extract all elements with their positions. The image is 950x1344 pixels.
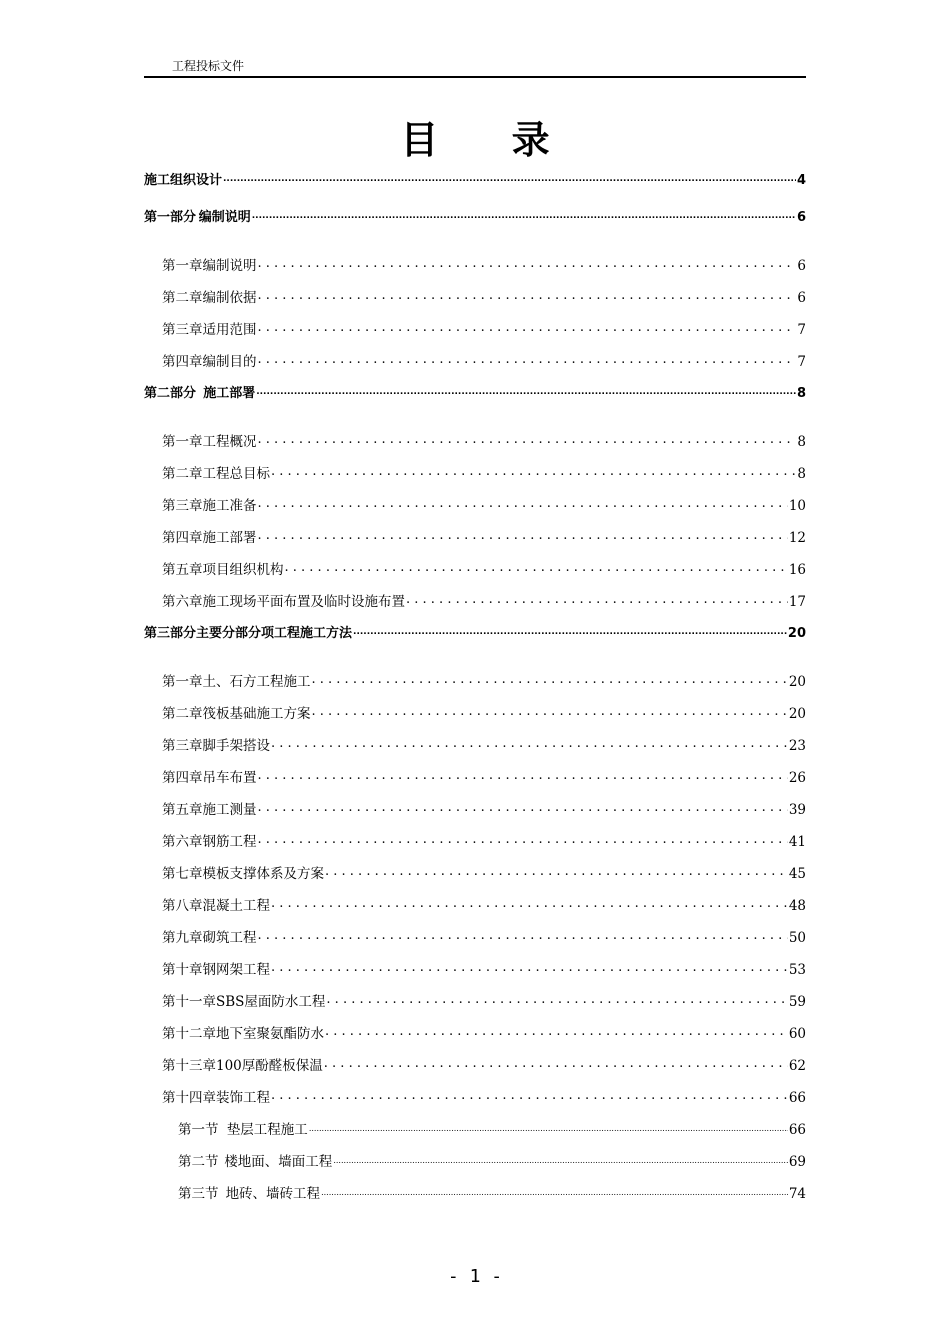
toc-entry-sec[interactable]: [178, 1152, 806, 1172]
toc-entry-title: 施工组织设计: [144, 173, 223, 188]
toc-entry-title: 模板支撑体系及方案: [202, 866, 324, 882]
dot-leader: [271, 893, 788, 914]
toc-entry-number: 第七章: [162, 866, 203, 882]
toc-entry-page: 69: [788, 1154, 806, 1170]
dot-leader: [258, 349, 797, 370]
dot-leader: [309, 1117, 788, 1139]
dot-leader: [321, 1181, 788, 1203]
header-title: 工程投标文件: [172, 59, 245, 73]
toc-entry-page: 6: [796, 210, 806, 225]
toc-entry-title: 适用范围: [202, 322, 257, 338]
toc-entry-title: 地砖、墙砖工程: [225, 1186, 321, 1202]
dot-leader: [258, 429, 797, 450]
toc-entry-chap[interactable]: [162, 1024, 806, 1044]
toc-entry-part[interactable]: [144, 171, 806, 191]
toc-entry-number: 第十一章: [162, 994, 216, 1010]
dot-leader: [406, 589, 788, 610]
dot-leader: [353, 621, 787, 642]
toc-entry-page: 66: [788, 1090, 806, 1106]
toc-entry-chap[interactable]: [162, 864, 806, 884]
toc-entry-chap[interactable]: [162, 992, 806, 1012]
toc-entry-page: 59: [788, 994, 806, 1010]
page-header: [144, 58, 806, 78]
toc-entry-chap[interactable]: [162, 592, 806, 612]
dot-leader: [256, 381, 796, 402]
toc-entry-chap[interactable]: [162, 704, 806, 724]
toc-entry-chap[interactable]: [162, 256, 806, 276]
toc-entry-page: 8: [797, 466, 806, 482]
toc-entry-chap[interactable]: [162, 736, 806, 756]
toc-entry-title: 项目组织机构: [202, 562, 284, 578]
toc-entry-page: 26: [788, 770, 806, 786]
toc-entry-title: 100厚酚醛板保温: [216, 1058, 323, 1074]
toc-entry-number: 第二章: [162, 290, 203, 306]
dot-leader: [285, 557, 788, 578]
toc-entry-number: 第二章: [162, 466, 203, 482]
toc-entry-page: 41: [788, 834, 806, 850]
toc-entry-page: 16: [788, 562, 806, 578]
toc-entry-page: 4: [796, 173, 806, 188]
toc-entry-chap[interactable]: [162, 800, 806, 820]
toc-entry-page: 20: [788, 706, 806, 722]
toc-entry-page: 60: [788, 1026, 806, 1042]
toc-entry-number: 第五章: [162, 562, 203, 578]
toc-entry-title: 垫层工程施工: [226, 1122, 308, 1138]
dot-leader: [271, 957, 788, 978]
toc-entry-title: 脚手架搭设: [202, 738, 270, 754]
toc-entry-page: 74: [788, 1186, 806, 1202]
toc-entry-page: 53: [788, 962, 806, 978]
toc-entry-title: SBS屋面防水工程: [216, 994, 326, 1010]
dot-leader: [258, 285, 797, 306]
toc-entry-number: 第一节: [178, 1122, 219, 1138]
toc-entry-sec[interactable]: [178, 1120, 806, 1140]
dot-leader: [325, 1021, 788, 1042]
toc-entry-number: 第二章: [162, 706, 203, 722]
dot-leader: [271, 1085, 788, 1106]
toc-entry-page: 10: [788, 498, 806, 514]
dot-leader: [258, 925, 788, 946]
toc-entry-chap[interactable]: [162, 1088, 806, 1108]
toc-entry-number: 第三节: [178, 1186, 219, 1202]
toc-entry-title: 装饰工程: [216, 1090, 270, 1106]
toc-entry-number: 第三部分: [144, 626, 197, 641]
toc-entry-number: 第十三章: [162, 1058, 216, 1074]
toc-entry-chap[interactable]: [162, 320, 806, 340]
toc-entry-number: 第四章: [162, 354, 203, 370]
toc-entry-page: 12: [788, 530, 806, 546]
dot-leader: [258, 797, 788, 818]
dot-leader: [258, 765, 788, 786]
toc-entry-chap[interactable]: [162, 832, 806, 852]
toc-entry-number: 第十二章: [162, 1026, 216, 1042]
toc-entry-page: 6: [797, 258, 806, 274]
toc-entry-number: 第二部分: [144, 386, 197, 401]
toc-entry-part[interactable]: [144, 208, 806, 228]
toc-entry-title: 施工测量: [202, 802, 257, 818]
dot-leader: [258, 317, 797, 338]
toc-entry-number: 第十章: [162, 962, 203, 978]
toc-entry-number: 第二节: [178, 1154, 219, 1170]
toc-entry-title: 楼地面、墙面工程: [224, 1154, 333, 1170]
toc-entry-page: 17: [788, 594, 806, 610]
toc-entry-title: 筏板基础施工方案: [202, 706, 311, 722]
toc-entry-title: 施工现场平面布置及临时设施布置: [202, 594, 405, 610]
toc-entry-chap[interactable]: [162, 464, 806, 484]
toc-entry-chap[interactable]: [162, 352, 806, 372]
dot-leader: [312, 701, 788, 722]
toc-entry-chap[interactable]: [162, 672, 806, 692]
dot-leader: [258, 253, 797, 274]
dot-leader: [326, 989, 787, 1010]
toc-entry-page: 48: [788, 898, 806, 914]
dot-leader: [325, 861, 788, 882]
toc-entry-page: 50: [788, 930, 806, 946]
toc-entry-page: 62: [788, 1058, 806, 1074]
toc-entry-chap[interactable]: [162, 432, 806, 452]
toc-entry-number: 第一章: [162, 434, 203, 450]
toc-entry-title: 工程概况: [202, 434, 257, 450]
toc-entry-page: 39: [788, 802, 806, 818]
toc-entry-title: 编制依据: [202, 290, 257, 306]
toc-entry-title: 施工部署: [203, 386, 256, 401]
toc-entry-chap[interactable]: [162, 288, 806, 308]
toc-entry-title: 混凝土工程: [202, 898, 270, 914]
dot-leader: [312, 669, 788, 690]
toc-entry-chap[interactable]: [162, 768, 806, 788]
toc-entry-number: 第一部分: [144, 210, 197, 225]
toc-entry-title: 砌筑工程: [202, 930, 257, 946]
dot-leader: [271, 733, 788, 754]
toc-entry-part[interactable]: [144, 624, 806, 644]
toc-entry-chap[interactable]: [162, 1056, 806, 1076]
toc-entry-page: 20: [787, 626, 806, 641]
dot-leader: [271, 461, 796, 482]
toc-entry-page: 8: [797, 434, 806, 450]
toc-entry-title: 地下室聚氨酯防水: [216, 1026, 324, 1042]
toc-entry-title: 编制目的: [202, 354, 257, 370]
toc-entry-number: 第四章: [162, 770, 203, 786]
toc-entry-number: 第三章: [162, 322, 203, 338]
toc-entry-number: 第四章: [162, 530, 203, 546]
toc-entry-number: 第六章: [162, 834, 203, 850]
toc-entry-page: 45: [788, 866, 806, 882]
toc-entry-title: 钢筋工程: [202, 834, 257, 850]
toc-entry-title: 吊车布置: [202, 770, 257, 786]
toc-entry-title: 施工准备: [202, 498, 257, 514]
toc-entry-number: 第一章: [162, 674, 203, 690]
toc-entry-chap[interactable]: [162, 528, 806, 548]
toc-entry-chap[interactable]: [162, 928, 806, 948]
toc-entry-title: 编制说明: [198, 210, 251, 225]
toc-entry-page: 8: [796, 386, 806, 401]
toc-entry-page: 66: [788, 1122, 806, 1138]
page-number: - 1 -: [447, 1266, 503, 1287]
toc-entry-number: 第八章: [162, 898, 203, 914]
dot-leader: [324, 1053, 788, 1074]
toc-entry-chap[interactable]: [162, 496, 806, 516]
toc-entry-number: 第三章: [162, 498, 203, 514]
dot-leader: [258, 493, 788, 514]
toc-entry-page: 20: [788, 674, 806, 690]
toc-entry-number: 第六章: [162, 594, 203, 610]
toc-entry-page: 7: [797, 322, 806, 338]
toc-entry-title: 施工部署: [202, 530, 257, 546]
toc-entry-number: 第九章: [162, 930, 203, 946]
toc-entry-title: 土、石方工程施工: [202, 674, 311, 690]
dot-leader: [252, 205, 796, 226]
toc-entry-sec[interactable]: [178, 1184, 806, 1204]
toc-entry-title: 主要分部分项工程施工方法: [196, 626, 353, 641]
toc-entry-chap[interactable]: [162, 560, 806, 580]
dot-leader: [223, 168, 796, 189]
toc-entry-number: 第五章: [162, 802, 203, 818]
toc-entry-chap[interactable]: [162, 960, 806, 980]
document-title: 目 录: [400, 118, 580, 162]
toc-entry-chap[interactable]: [162, 896, 806, 916]
toc-entry-number: 第三章: [162, 738, 203, 754]
toc-entry-page: 6: [797, 290, 806, 306]
toc-entry-page: 23: [788, 738, 806, 754]
toc-entry-part[interactable]: [144, 384, 806, 404]
toc-entry-number: 第十四章: [162, 1090, 216, 1106]
toc-entry-title: 钢网架工程: [202, 962, 270, 978]
toc-entry-title: 编制说明: [202, 258, 257, 274]
toc-entry-page: 7: [797, 354, 806, 370]
toc-entry-title: 工程总目标: [202, 466, 270, 482]
dot-leader: [333, 1149, 788, 1171]
dot-leader: [258, 829, 788, 850]
dot-leader: [258, 525, 788, 546]
toc-entry-number: 第一章: [162, 258, 203, 274]
